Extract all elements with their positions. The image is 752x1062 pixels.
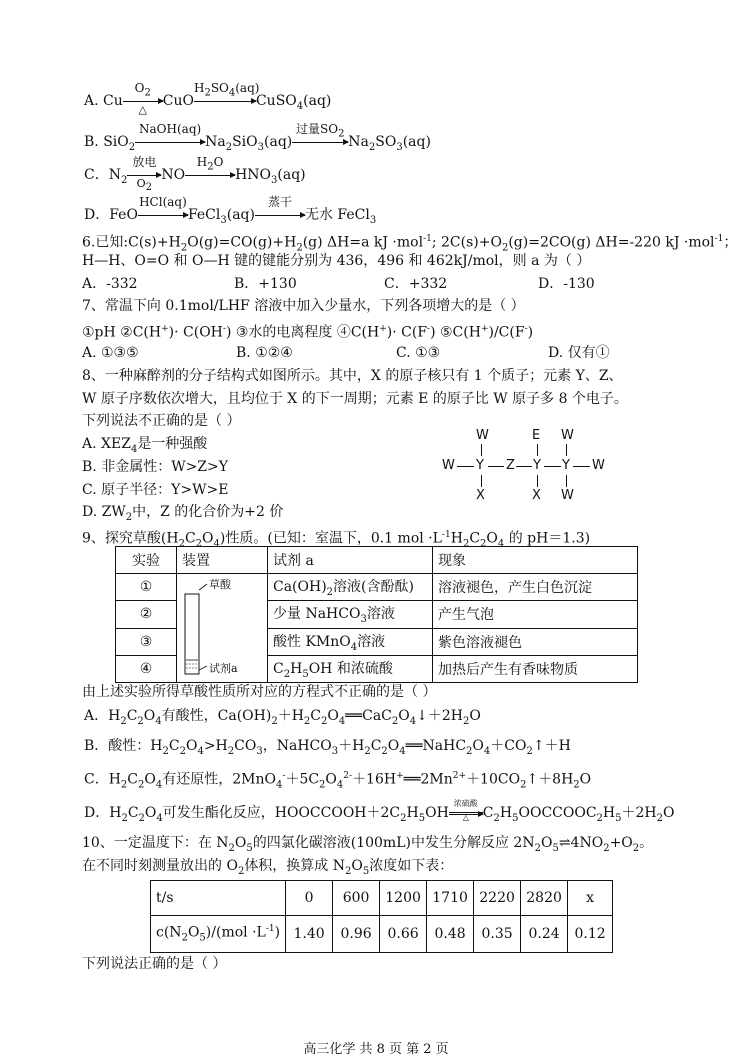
time-cell: 600 [333,881,380,916]
concentration-cell: 0.96 [333,916,380,953]
molecular-structure-diagram [440,428,610,508]
bond [537,475,538,487]
row-label: $c(N_2O_5)/(mol \cdot L^{-1})$ [151,916,286,953]
q7-option-c: C. ①③ [396,345,441,361]
atom-y-middle: Y [533,458,541,473]
atom-w-bottom: W [561,488,574,503]
row-number: ④ [116,655,177,682]
q5-option-b: B. SiO$_2$ NaOH(aq) $Na_2SiO_3(aq)$ 过量$SO_2$ $Na_2SO_3(aq)$ [84,122,431,153]
q8-stem-line3: 下列说法不正确的是（ ） [82,413,241,429]
bond [573,466,590,467]
q8-option-c: C. 原子半径：Y>W>E [82,482,229,498]
time-cell: x [568,881,613,916]
row-number: ① [116,574,177,601]
bond [481,475,482,487]
atom-z: Z [506,458,515,473]
reagent-cell: $C_2H_5OH$ 和浓硫酸 [268,655,433,682]
q10-stem-line1: 10、一定温度下：在 $N_2O_5$的四氯化碳溶液(100mL)中发生分解反应 $2N_2O_5\rightleftharpoons 4NO_2+O_2$。 [82,835,654,854]
q5-option-a: A. Cu $O_2$ △ CuO $H_2SO_4(aq)$ CuSO$_4$(aq) [84,81,332,116]
time-cell: 0 [286,881,333,916]
concentration-cell: 0.48 [427,916,474,953]
q7-option-b: B. ①②④ [236,345,293,361]
atom-y-right: Y [562,458,570,473]
concentration-cell: 0.12 [568,916,613,953]
q9-experiment-table [115,546,638,683]
q9-option-d: D．$H_2C_2O_4$可发生酯化反应，$HOOCCOOH+2C_2H_5OH$ 浓硫酸 △ $C_2H_5OOCCOOC_2H_5+2H_2O$ [84,799,675,824]
q10-stem-line2: 在不同时刻测量放出的 $O_2$体积，换算成 $N_2O_5$浓度如下表： [82,858,454,877]
atom-e-top: E [532,428,541,443]
concentration-cell: 0.66 [380,916,427,953]
reagent-cell: 酸性 KMnO$_4$溶液 [268,628,433,655]
bond [566,475,567,487]
time-cell: 2220 [474,881,521,916]
row-number: ③ [116,628,177,655]
q9-option-c: C．$H_2C_2O_4$有还原性，$2MnO_4^-+5C_2O_4^{2-}+16H^+══2Mn^{2+}+10CO_2↑+8H_2O$ [84,771,592,791]
q6-stem-line2: H—H、O=O 和 O—H 键的键能分别为 436，496 和 462kJ/mol，则 a 为（ ） [82,253,591,269]
q6-option-d: D．-130 [538,276,595,292]
bond [481,444,482,456]
atom-w-top-left: W [476,428,489,443]
header-cell: 试剂 a [268,547,433,574]
q5-option-d: D．FeO HCl(aq) FeCl$_3$(aq) 蒸干 无水 FeCl$_3$ [84,195,377,226]
header-cell: 实验 [116,547,177,574]
row-number: ② [116,601,177,628]
q7-option-a: A. ①③⑤ [82,345,139,361]
result-cell: 溶液褪色，产生白色沉淀 [433,574,638,601]
q6-option-b: B．+130 [234,276,297,292]
q8-option-b: B. 非金属性：W>Z>Y [82,459,229,475]
q9-question: 由上述实验所得草酸性质所对应的方程式不正确的是（ ） [82,684,437,700]
q8-stem-line1: 8、一种麻醉剂的分子结构式如图所示。其中，X 的原子核只有 1 个质子；元素 Y、Z、 [82,368,623,384]
q6-stem-line1: 6.已知$:C(s)+H_2O(g)=CO(g)+H_2(g)$ ΔH=a kJ ·mol$^{-1}$; $2C(s)+O_2(g)=2CO(g)$ ΔH=-220 kJ ·mol$^{-1}$； [82,234,738,254]
atom-w-right: W [592,458,605,473]
bond [457,466,474,467]
bond [566,444,567,456]
apparatus-label-reagent-a: 试剂a [209,662,238,675]
result-cell: 紫色溶液褪色 [433,628,638,655]
bond [488,466,504,467]
q7-items: ①pH ②C(H+)· C(OH-) ③水的电离程度 ④C(H+)· C(F-) ⑤C(H+)/C(F-) [82,324,534,341]
header-cell: 现象 [433,547,638,574]
concentration-cell: 0.35 [474,916,521,953]
concentration-cell: 0.24 [521,916,568,953]
bond [537,444,538,456]
result-cell: 加热后产生有香味物质 [433,655,638,682]
atom-w-top-right: W [561,428,574,443]
q6-option-a: A．-332 [82,276,138,292]
q5-option-c: C．$N_2$ 放电 $O_2$ NO $H_2O$ $HNO_3(aq)$ [84,155,306,194]
header-cell: 装置 [177,547,268,574]
q7-stem: 7、常温下向 0.1mol/LHF 溶液中加入少量水，下列各项增大的是（ ） [82,298,525,314]
reagent-cell: 少量 NaHCO$_3$溶液 [268,601,433,628]
table-row [116,574,638,601]
q9-option-a: A．$H_2C_2O_4$有酸性，$Ca(OH)_2+H_2C_2O_4══CaC_2O_4↓+2H_2O$ [84,708,481,727]
q10-concentration-table [150,880,613,953]
atom-y-left: Y [476,458,484,473]
table-row-concentration [151,916,613,953]
apparatus-label-oxalic-acid: 草酸 [209,578,231,591]
concentration-cell: 1.40 [286,916,333,953]
table-header-row [116,547,638,574]
row-label: t/s [151,881,286,916]
q8-option-a: A. $XEZ_4$是一种强酸 [82,436,208,455]
reagent-cell: $Ca(OH)_2$溶液(含酚酞) [268,574,433,601]
time-cell: 1200 [380,881,427,916]
q10-question: 下列说法正确的是（ ） [82,956,227,972]
atom-w-left: W [442,458,455,473]
q9-option-b: B．酸性：$H_2C_2O_4>H_2CO_3$，$NaHCO_3+H_2C_2O_4══NaHC_2O_4+CO_2↑+H$ [84,738,571,757]
q7-option-d: D. 仅有① [548,345,610,361]
q9-stem: 9、探究草酸$(H_2C_2O_4)$性质。(已知：室温下，0.1 mol $\cdot L^{-1}H_2C_2O_4$ 的 pH＝1.3) [82,530,591,550]
bond [544,466,561,467]
bond [516,466,532,467]
result-cell: 产生气泡 [433,601,638,628]
q8-stem-line2: W 原子序数依次增大，且均位于 X 的下一周期；元素 E 的原子比 W 原子多 8 个电子。 [82,391,628,407]
q6-option-c: C．+332 [384,276,448,292]
atom-x-right: X [532,488,541,503]
q8-option-d: D. $ZW_2$中，Z 的化合价为+2 价 [82,504,284,523]
page-footer: 高三化学 共 8 页 第 2 页 [303,1042,449,1057]
time-cell: 1710 [427,881,474,916]
table-row-time [151,881,613,916]
apparatus-cell [177,574,268,683]
atom-x-left: X [476,488,485,503]
time-cell: 2820 [521,881,568,916]
